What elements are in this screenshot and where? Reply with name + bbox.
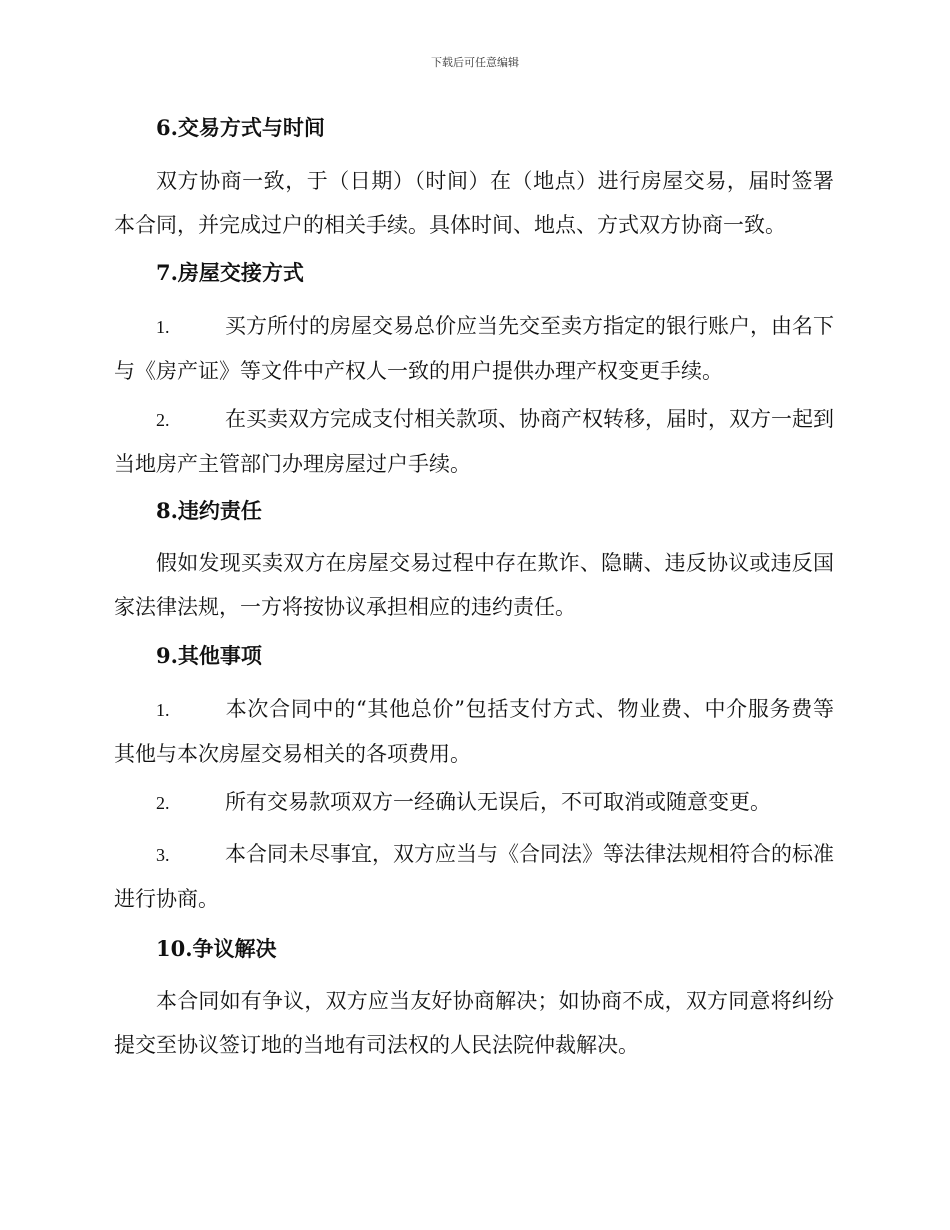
item-number: 1.: [156, 317, 170, 337]
item-text: 所有交易款项双方一经确认无误后，不可取消或随意变更。: [225, 790, 771, 814]
section-10-paragraph: 本合同如有争议，双方应当友好协商解决；如协商不成，双方同意将纠纷提交至协议签订地的当地有司法权的人民法院仲裁解决。: [114, 989, 834, 1057]
page-header: 下载后可任意编辑: [431, 56, 519, 69]
item-number: 2.: [156, 793, 170, 813]
section-10-heading: 10.争议解决: [156, 936, 277, 961]
item-number: 3.: [156, 845, 170, 865]
section-6-heading: 6.交易方式与时间: [156, 115, 325, 140]
section-7-heading: 7.房屋交接方式: [156, 260, 304, 285]
section-7-item-2: [114, 397, 834, 486]
section-6-paragraph: 双方协商一致，于（日期）（时间）在（地点）进行房屋交易，届时签署本合同，并完成过户的相关手续。具体时间、地点、方式双方协商一致。: [114, 169, 834, 237]
section-9-item-3: [114, 832, 834, 921]
item-number: 2.: [156, 410, 170, 430]
section-9-item-2: [114, 780, 834, 825]
section-9-heading: 9.其他事项: [156, 643, 262, 668]
section-8-heading: 8.违约责任: [156, 498, 262, 523]
section-7-item-1: [114, 304, 834, 393]
item-number: 1.: [156, 700, 170, 720]
section-8-paragraph: 假如发现买卖双方在房屋交易过程中存在欺诈、隐瞒、违反协议或违反国家法律法规，一方将按协议承担相应的违约责任。: [114, 551, 834, 619]
item-text: 在买卖双方完成支付相关款项、协商产权转移，届时，双方一起到当地房产主管部门办理房屋过户手续。: [114, 407, 834, 476]
item-text: 本次合同中的“其他总价”包括支付方式、物业费、中介服务费等其他与本次房屋交易相关的各项费用。: [114, 697, 834, 766]
item-text: 本合同未尽事宜，双方应当与《合同法》等法律法规相符合的标准进行协商。: [114, 842, 834, 911]
item-text: 买方所付的房屋交易总价应当先交至卖方指定的银行账户，由名下与《房产证》等文件中产权人一致的用户提供办理产权变更手续。: [114, 314, 834, 383]
section-9-item-1: [114, 687, 834, 776]
